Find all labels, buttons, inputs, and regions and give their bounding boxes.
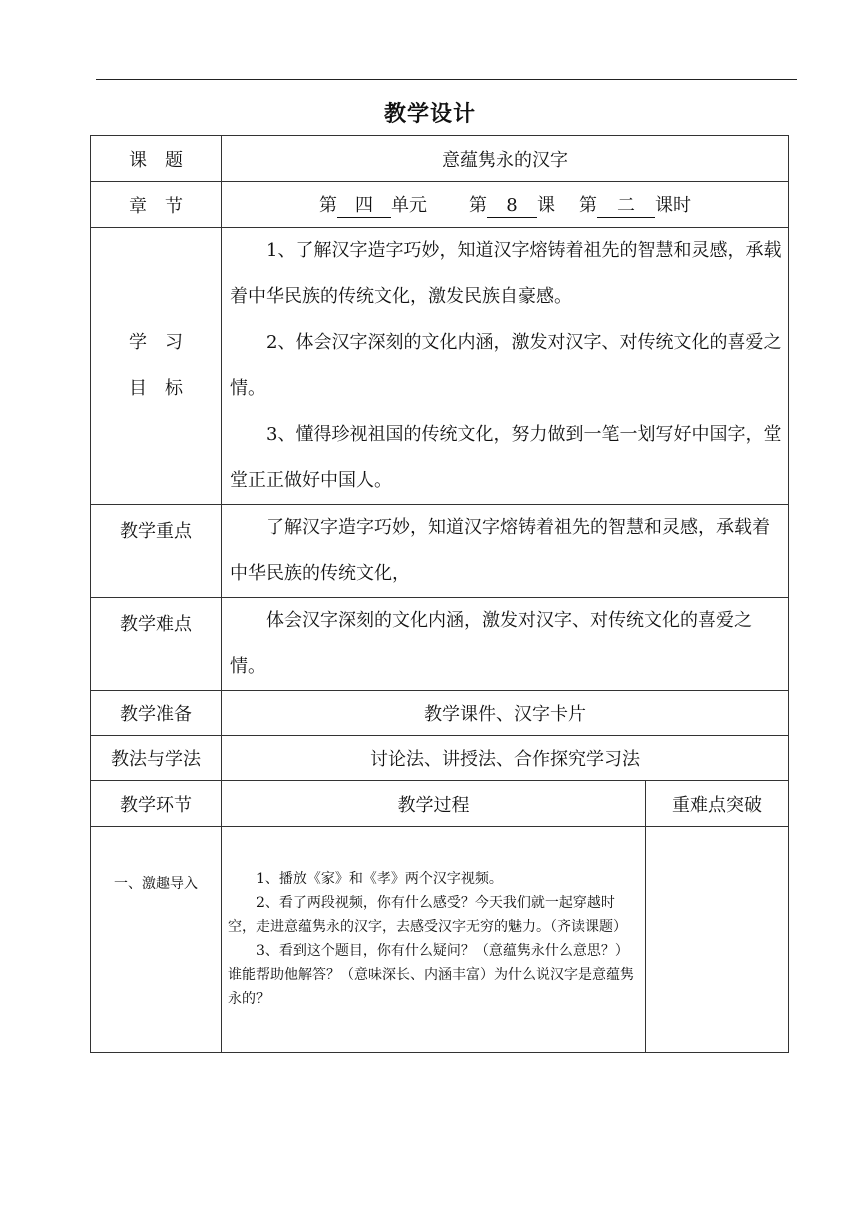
difficulties-label: 教学难点 [91,598,222,691]
topic-label: 课 题 [91,136,222,182]
lesson-plan-table [90,135,789,1053]
objectives-row [91,228,789,505]
process-header-breakthrough: 重难点突破 [646,781,789,827]
page-title: 教学设计 [383,102,476,127]
process-header-stage: 教学环节 [91,781,222,827]
key-points-text: 了解汉字造字巧妙，知道汉字熔铸着祖先的智慧和灵感，承载着中华民族的传统文化， [230,517,770,584]
objectives-label [91,228,222,505]
process-header-process: 教学过程 [222,781,646,827]
key-points-content [222,505,789,598]
methods-label: 教法与学法 [91,736,222,781]
chapter-value [222,182,789,228]
difficulties-text: 体会汉字深刻的文化内涵，激发对汉字、对传统文化的喜爱之情。 [230,610,752,677]
objectives-label-line1: 学 习 [129,332,183,353]
process-breakthrough-cell [646,827,789,1053]
lesson-prefix: 第 [469,195,487,216]
difficulties-content [222,598,789,691]
unit-suffix: 单元 [391,195,427,216]
preparation-row [91,691,789,736]
process-row [91,827,789,1053]
preparation-label: 教学准备 [91,691,222,736]
lesson-number: 8 [487,195,537,218]
period-number: 二 [597,195,655,218]
unit-number: 四 [337,195,391,218]
process-header-row [91,781,789,827]
chapter-label: 章 节 [91,182,222,228]
methods-row [91,736,789,781]
lesson-suffix: 课 [537,195,555,216]
key-points-row [91,505,789,598]
process-step: 3、看到这个题目，你有什么疑问？（意蕴隽永什么意思？）谁能帮助他解答？（意味深长、内涵丰富）为什么说汉字是意蕴隽永的？ [228,943,634,1007]
process-steps [222,827,646,1053]
header-rule [96,79,797,80]
key-points-label: 教学重点 [91,505,222,598]
topic-row [91,136,789,182]
objective-item: 1、了解汉字造字巧妙，知道汉字熔铸着祖先的智慧和灵感，承载着中华民族的传统文化，激发民族自豪感。 [230,240,782,307]
objectives-label-line2: 目 标 [129,378,183,399]
period-suffix: 课时 [655,195,691,216]
topic-value: 意蕴隽永的汉字 [222,136,789,182]
chapter-row [91,182,789,228]
objectives-content [222,228,789,505]
unit-prefix: 第 [319,195,337,216]
process-step: 1、播放《家》和《孝》两个汉字视频。 [256,871,503,887]
process-step: 2、看了两段视频，你有什么感受？今天我们就一起穿越时空，走进意蕴隽永的汉字，去感受汉字无穷的魅力。（齐读课题） [228,895,627,935]
objective-item: 2、体会汉字深刻的文化内涵，激发对汉字、对传统文化的喜爱之情。 [230,332,782,399]
preparation-value: 教学课件、汉字卡片 [222,691,789,736]
period-prefix: 第 [579,195,597,216]
objective-item: 3、懂得珍视祖国的传统文化，努力做到一笔一划写好中国字，堂堂正正做好中国人。 [230,424,782,491]
process-stage: 一、激趣导入 [91,827,222,1053]
difficulties-row [91,598,789,691]
methods-value: 讨论法、讲授法、合作探究学习法 [222,736,789,781]
